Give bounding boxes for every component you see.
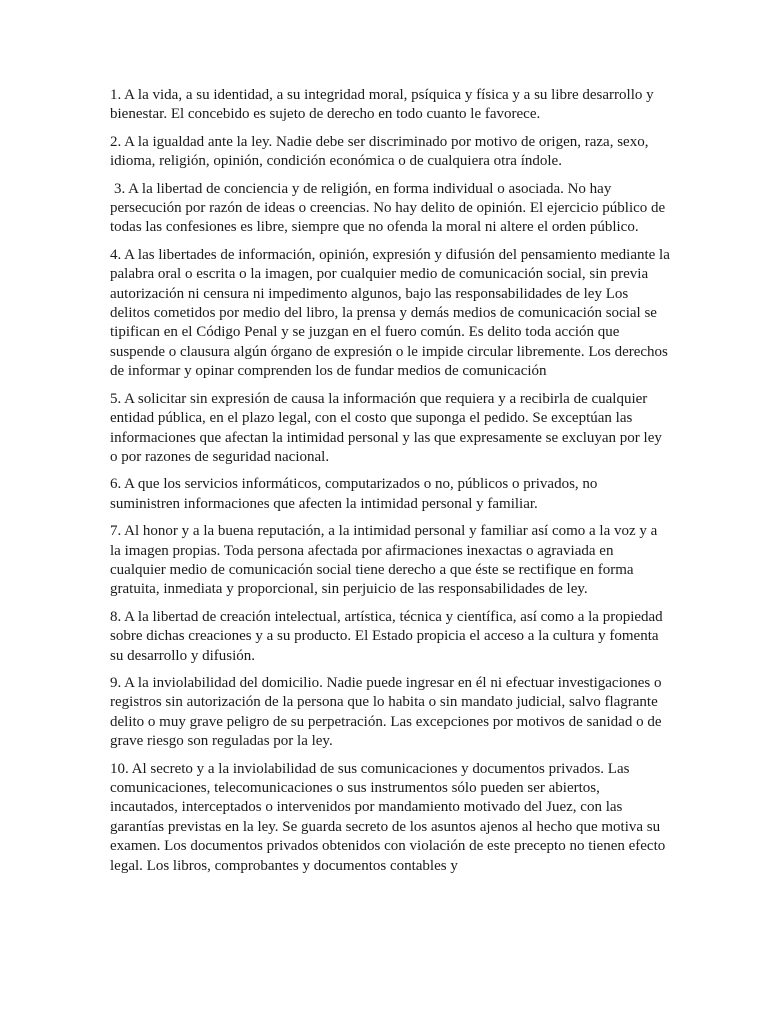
paragraph-3: 3. A la libertad de conciencia y de religión, en forma individual o asociada. No hay persecución por razón de ideas o creencias. No hay delito de opinión. El ejercicio público de todas las confesiones es libre, siempre que no ofenda la moral ni altere el orden público.: [110, 180, 666, 236]
paragraph-4: 4. A las libertades de información, opinión, expresión y difusión del pensamiento mediante la palabra oral o escrita o la imagen, por cualquier medio de comunicación social, sin previa autorización ni censura ni impedimento algunos, bajo las responsabilidades de ley Los delitos cometidos por medio del libro, la prensa y demás medios de comunicación social se tipifican en el Código Penal y se juzgan en el fuero común. Es delito toda acción que suspende o clausura algún órgano de expresión o le impide circular libremente. Los derechos de informar y opinar comprenden los de fundar medios de comunicación: [110, 246, 670, 380]
paragraph-7: 7. Al honor y a la buena reputación, a la intimidad personal y familiar así como a la voz y a la imagen propias. Toda persona afectada por afirmaciones inexactas o agraviada en cualquier medio de comunicación social tiene derecho a que éste se rectifique en forma gratuita, inmediata y proporcional, sin perjuicio de las responsabilidades de ley.: [110, 523, 658, 598]
paragraph-8: 8. A la libertad de creación intelectual, artística, técnica y científica, así como a la propiedad sobre dichas creaciones y a su producto. El Estado propicia el acceso a la cultura y fomenta su desarrollo y difusión.: [110, 608, 663, 664]
paragraph-5: 5. A solicitar sin expresión de causa la información que requiera y a recibirla de cualquier entidad pública, en el plazo legal, con el costo que suponga el pedido. Se exceptúan las informaciones que afectan la intimidad personal y las que expresamente se excluyan por ley o por razones de seguridad nacional.: [110, 390, 662, 465]
paragraph-10: 10. Al secreto y a la inviolabilidad de sus comunicaciones y documentos privados. Las comunicaciones, telecomunicaciones o sus instrumentos sólo pueden ser abiertos, incautados, interceptados o intervenidos por mandamiento motivado del Juez, con las garantías previstas en la ley. Se guarda secreto de los asuntos ajenos al hecho que motiva su examen. Los documentos privados obtenidos con violación de este precepto no tienen efecto legal. Los libros, comprobantes y documentos contables y: [110, 760, 666, 874]
paragraph-6: 6. A que los servicios informáticos, computarizados o no, públicos o privados, no suministren informaciones que afecten la intimidad personal y familiar.: [110, 476, 598, 512]
paragraph-2: 2. A la igualdad ante la ley. Nadie debe ser discriminado por motivo de origen, raza, sexo, idioma, religión, opinión, condición económica o de cualquiera otra índole.: [110, 133, 649, 170]
paragraph-9: 9. A la inviolabilidad del domicilio. Nadie puede ingresar en él ni efectuar investigaciones o registros sin autorización de la persona que lo habita o sin mandato judicial, salvo flagrante delito o muy grave peligro de su perpetración. Las excepciones por motivos de sanidad o de grave riesgo son reguladas por la ley.: [110, 674, 662, 750]
document-body: [110, 86, 670, 884]
paragraph-1: 1. A la vida, a su identidad, a su integridad moral, psíquica y física y a su libre desarrollo y bienestar. El concebido es sujeto de derecho en todo cuanto le favorece.: [110, 87, 654, 123]
